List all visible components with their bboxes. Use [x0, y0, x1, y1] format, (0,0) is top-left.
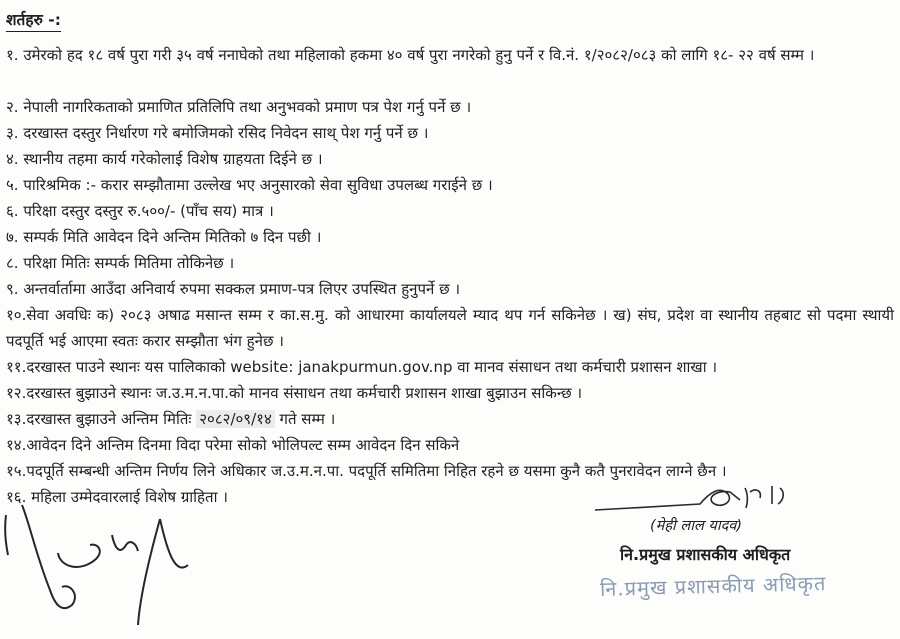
term-12: १२.दरखास्त बुझाउने स्थानः ज.उ.म.न.पा.को मानव संसाधन तथा कर्मचारी प्रशासन शाखा बुझाउन सकिन्छ ।	[6, 384, 583, 402]
signatory-name: (मेही लाल यादव)	[650, 518, 743, 534]
term-16: १६. महिला उम्मेदवारलाई विशेष ग्राहिता ।	[6, 488, 228, 506]
term-13-date: २०८२/०९/१४	[196, 410, 275, 428]
term-15: १५.पदपूर्ति सम्बन्धी अन्तिम निर्णय लिने अधिकार ज.उ.म.न.पा. पदपूर्ति समितिमा निहित रहने छ यसमा कुनै कतै पुनरावेदन लाग्ने छैन ।	[6, 462, 727, 480]
term-3: ३. दरखास्त दस्तुर निर्धारण गरे बमोजिमको रसिद निवेदन साथ् पेश गर्नु पर्ने छ ।	[6, 124, 429, 142]
term-8: ८. परिक्षा मितिः सम्पर्क मितिमा तोकिनेछ ।	[6, 254, 235, 272]
terms-heading: शर्तहरु -:	[6, 10, 61, 32]
signatory-title: नि.प्रमुख प्रशासकीय अधिकृत	[620, 545, 791, 564]
term-10: १०.सेवा अवधिः क) २०८३ अषाढ मसान्त सम्म र का.स.मु. को आधारमा कार्यालयले म्याद थप गर्न सकिनेछ । ख) संघ, प्रदेश वा स्थानीय तहबाट सो पदमा स्थायी पदपूर्ति भई आएमा स्वतः करार सम्झौता भंग हुनेछ ।	[6, 306, 894, 350]
term-4: ४. स्थानीय तहमा कार्य गरेकोलाई विशेष ग्राहयता दिईने छ ।	[6, 150, 323, 168]
signature-right	[590, 480, 820, 520]
term-7: ७. सम्पर्क मिति आवेदन दिने अन्तिम मितिको ७ दिन पछी ।	[6, 228, 322, 246]
term-13-suffix: गते सम्म ।	[279, 410, 336, 428]
term-2: २. नेपाली नागरिकताको प्रमाणित प्रतिलिपि तथा अनुभवको प्रमाण पत्र पेश गर्नु पर्ने छ ।	[6, 98, 472, 116]
term-6: ६. परिक्षा दस्तुर दस्तुर रु.५००/- (पाँच सय) मात्र ।	[6, 202, 274, 220]
term-13	[6, 406, 894, 432]
term-11: ११.दरखास्त पाउने स्थानः यस पालिकाको website: janakpurmun.gov.np वा मानव संसाधन तथा कर्मचारी प्रशासन शाखा ।	[6, 358, 718, 376]
term-1: १. उमेरको हद १८ वर्ष पुरा गरी ३५ वर्ष ननाघेको तथा महिलाको हकमा ४० वर्ष पुरा नगरेको हुनु पर्ने र वि.नं. १/२०८२/०८३ को लागि १८- २२ वर्ष सम्म ।	[6, 46, 815, 64]
term-14: १४.आवेदन दिने अन्तिम दिनमा विदा परेमा सोको भोलिपल्ट सम्म आवेदन दिन सकिने	[6, 436, 460, 454]
term-13-prefix: १३.दरखास्त बुझाउने अन्तिम मितिः	[6, 410, 192, 428]
term-9: ९. अन्तर्वार्तामा आउँदा अनिवार्य रुपमा सक्कल प्रमाण-पत्र लिएर उपस्थित हुनुपर्ने छ ।	[6, 280, 461, 298]
official-stamp: नि.प्रमुख प्रशासकीय अधिकृत	[599, 571, 827, 601]
signature-left	[0, 495, 240, 635]
term-5: ५. पारिश्रमिक :- करार सम्झौतामा उल्लेख भए अनुसारको सेवा सुविधा उपलब्ध गराईने छ ।	[6, 176, 493, 194]
